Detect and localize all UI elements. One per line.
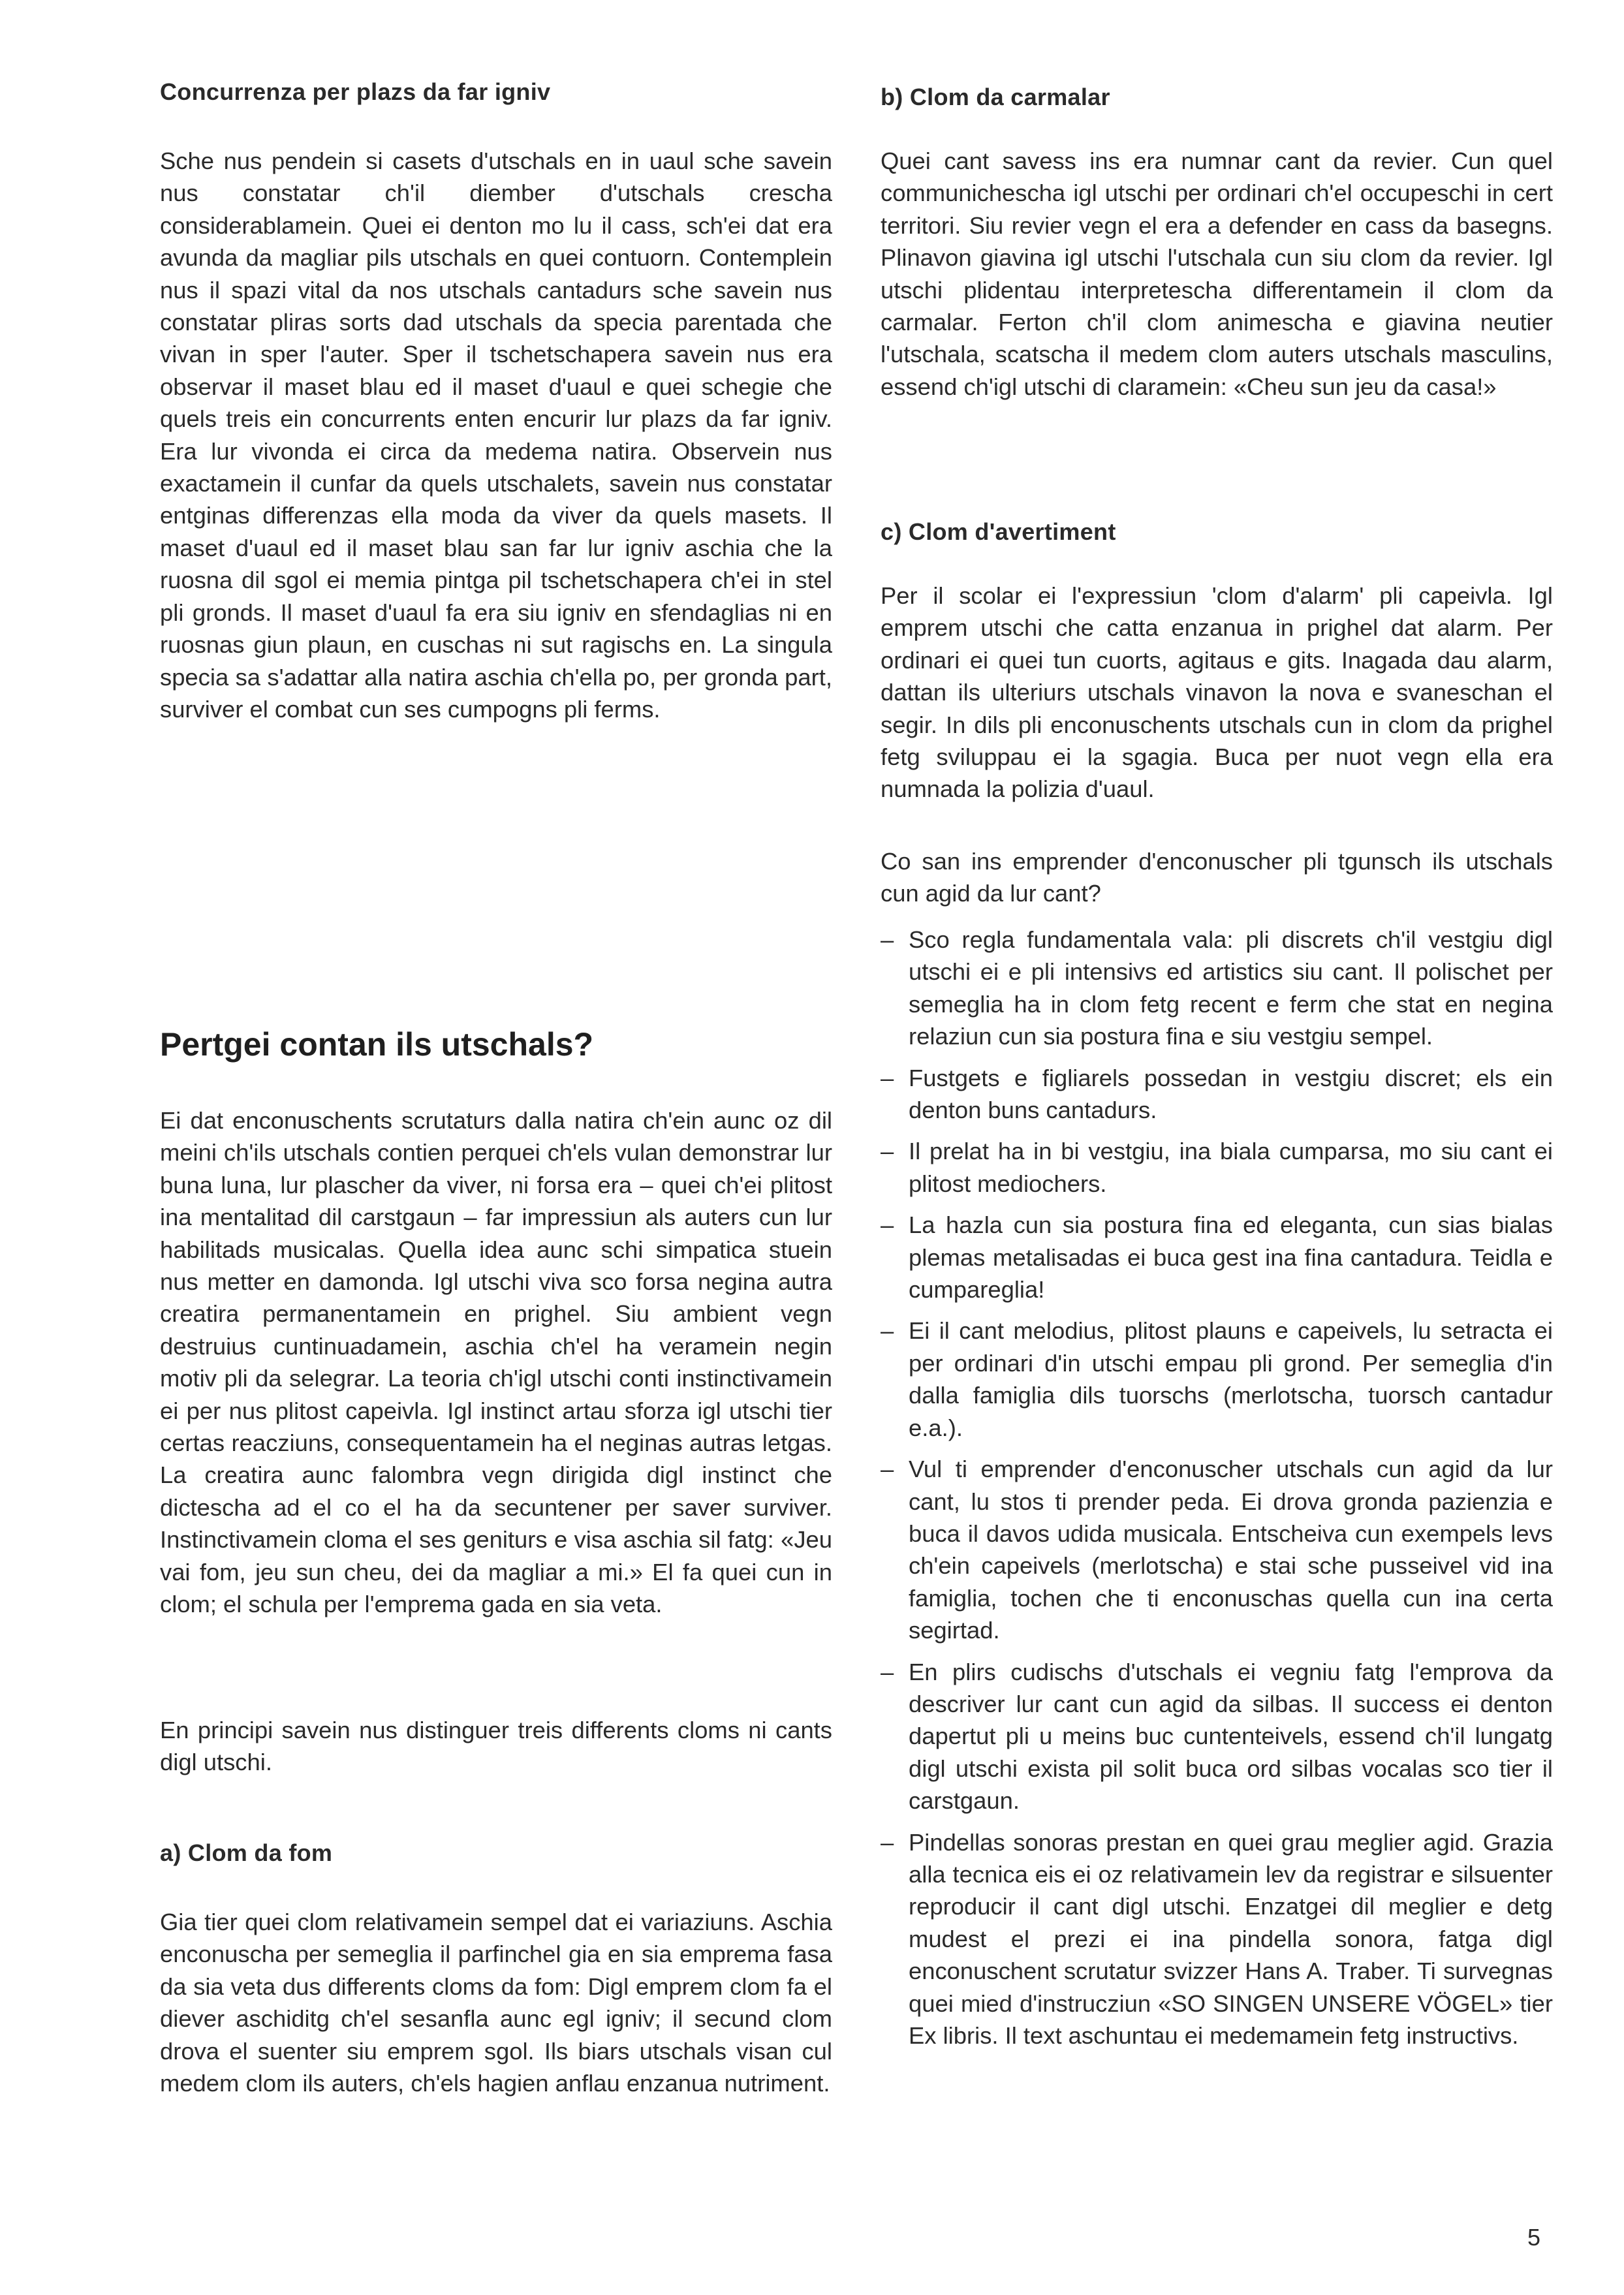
list-item: – La hazla cun sia postura fina ed eleganta, cun sias bialas plemas metalisadas ei buca gest ina fina cantadura. Teidla e cumpareglia! — [881, 1209, 1553, 1305]
paragraph-clom-da-carmalar: Quei cant savess ins era numnar cant da revier. Cun quel communichescha igl utschi per ordinari ch'el occupeschi in cert territori. Siu revier vegn el era a defender en cass da basegns. Plinavon giavina igl utschi l'utschala cun siu clom da revier. Igl utschi plidentau interpretescha differentamein il clom da carmalar. Ferton ch'il clom animescha e giavina neutier l'utschala, scatscha il medem clom auters utschals masculins, essend ch'igl utschi di claramein: «Cheu sun jeu da casa!» — [881, 148, 1553, 400]
tips-list — [881, 924, 1553, 2052]
heading-concurrenza: Concurrenza per plazs da far igniv — [160, 78, 551, 105]
list-item: – Il prelat ha in bi vestgiu, ina biala cumparsa, mo siu cant ei plitost mediochers. — [881, 1135, 1553, 1200]
heading-clom-da-carmalar: b) Clom da carmalar — [881, 84, 1110, 110]
page-number: 5 — [1527, 2224, 1541, 2251]
paragraph-pertgei-2: En principi savein nus distinguer treis differents cloms ni cants digl utschi. — [160, 1717, 832, 1776]
list-item: – Vul ti emprender d'enconuscher utschals cun agid da lur cant, lu stos ti prender peda. Ei drova gronda pazienzia e buca il davos udida musicala. Entscheiva cun exempels levs ch'ein capeivels (merlotscha) e stai sche pusseivel vid ina famiglia, tochen che ti enconuschas quella cun ina certa segirtad. — [881, 1453, 1553, 1646]
heading-clom-da-fom: a) Clom da fom — [160, 1839, 333, 1866]
list-item: – Ei il cant melodius, plitost plauns e capeivels, lu setracta ei per ordinari d'in utschi empau pli grond. Per semeglia d'in dalla famiglia dils tuorschs (merlotscha, tuorsch cantadur e.a.). — [881, 1315, 1553, 1444]
list-item: – En plirs cudischs d'utschals ei vegniu fatg l'emprova da descriver lur cant cun agid da silbas. Il success ei denton dapertut pli u meins buc cuntenteivels, essend ch'il lungatg digl utschi exista pil solit buca ord silbas vocalas sco tier il carstgaun. — [881, 1656, 1553, 1817]
paragraph-clom-davertiment-2: Co san ins emprender d'enconuscher pli tgunsch ils utschals cun agid da lur cant? — [881, 848, 1553, 907]
paragraph-clom-davertiment-1: Per il scolar ei l'expressiun 'clom d'alarm' pli capeivla. Igl emprem utschi che catta enzanua in prighel dat alarm. Per ordinari ei quei tun cuorts, agitaus e gits. Inagada dau alarm, dattan ils ulteriurs utschals vinavon la nova e svaneschan el segir. In dils pli enconuschents utschals cun in clom da prighel fetg sviluppau ei la sgagia. Buca per nuot vegn ella era numnada la polizia d'uaul. — [881, 582, 1553, 803]
heading-pertgei-contan: Pertgei contan ils utschals? — [160, 1026, 594, 1063]
list-item: – Fustgets e figliarels possedan in vestgiu discret; els ein denton buns cantadurs. — [881, 1062, 1553, 1127]
paragraph-concurrenza: Sche nus pendein si casets d'utschals en in uaul sche savein nus constatar ch'il diember d'utschals crescha considerablamein. Quei ei denton mo lu il cass, sch'ei dat era avunda da magliar pils utschals en quei contuorn. Contemplein nus il spazi vital da nos utschals cantadurs sche savein nus constatar pliras sorts dad utschals da specia parentada che vivan in sper l'auter. Sper il tschetschapera savein nus era observar il maset blau ed il maset d'uaul e quei schegie che quels treis ein concurrents enten encurir lur plazs da far igniv. Era lur vivonda ei circa da medema natira. Observein nus exactamein il cunfar da quels utschalets, savein nus constatar entginas differenzas ella moda da viver da quels masets. Il maset d'uaul ed il maset blau san far lur igniv aschia che la ruosna dil sgol ei memia pintga pil tschetschapera ch'ei in stel pli gronds. Il maset d'uaul fa era siu igniv en sfendaglias ni en ruosnas giun plaun, en cuschas ni sut ragischs en. La singula specia sa s'adattar alla natira aschia ch'ella po, per gronda part, surviver el combat cun ses cumpogns pli ferms. — [160, 148, 832, 723]
paragraph-pertgei-1: Ei dat enconuschents scrutaturs dalla natira ch'ein aunc oz dil meini ch'ils utschals contien perquei ch'els vulan demonstrar lur buna luna, lur plascher da viver, ni forsa era – quei ch'ei plitost ina mentalitad dil carstgaun – far impressiun als auters cun lur habilitads musicalas. Quella idea aunc schi simpatica stuein nus metter en damonda. Igl utschi viva sco forsa negina autra creatira permanentamein en prighel. Siu ambient vegn destruius cuntinuadamein, aschia ch'el ha veramein negin motiv pli da selegrar. La teoria ch'igl utschi conti instinctivamein ei per nus plitost capeivla. Igl instinct artau sforza igl utschi tier certas reacziuns, consequentamein ha el neginas autras letgas. La creatira aunc falombra vegn dirigida digl instinct che dictescha ad el co el ha da secuntener per saver surviver. Instinctivamein cloma el ses geniturs e visa aschia sil fatg: «Jeu vai fom, jeu sun cheu, dei da magliar a mi.» El fa quei cun in clom; el schula per l'emprema gada en sia veta. — [160, 1107, 832, 1618]
heading-clom-davertiment: c) Clom d'avertiment — [881, 518, 1116, 545]
list-item: – Sco regla fundamentala vala: pli discrets ch'il vestgiu digl utschi ei e pli intensivs ed artistics siu cant. Il polischet per semeglia ha in clom fetg recent e ferm che stat en negina relaziun cun sia postura fina e siu vestgiu sempel. — [881, 924, 1553, 1053]
paragraph-clom-da-fom: Gia tier quei clom relativamein sempel dat ei variaziuns. Aschia enconuscha per semeglia il parfinchel gia en sia emprema fasa da sia veta dus differents cloms da fom: Digl emprem clom fa el diever aschiditg ch'el sesanfla aunc egl igniv; il secund clom drova el suenter siu emprem sgol. Ils biars utschals visan cul medem clom ils auters, ch'els hagien anflau enzanua nutriment. — [160, 1909, 832, 2097]
list-item: – Pindellas sonoras prestan en quei grau meglier agid. Grazia alla tecnica eis ei oz relativamein lev da registrar e silsuenter reproducir il cant digl utschi. Enzatgei dil meglier e detg mudest el prezi ei ina pindella sonora, fatga digl enconuschent scrutatur svizzer Hans A. Traber. Ti survegnas quei mied d'instrucziun «SO SINGEN UNSERE VÖGEL» tier Ex libris. Il text aschuntau ei medemamein fetg instructivs. — [881, 1826, 1553, 2052]
